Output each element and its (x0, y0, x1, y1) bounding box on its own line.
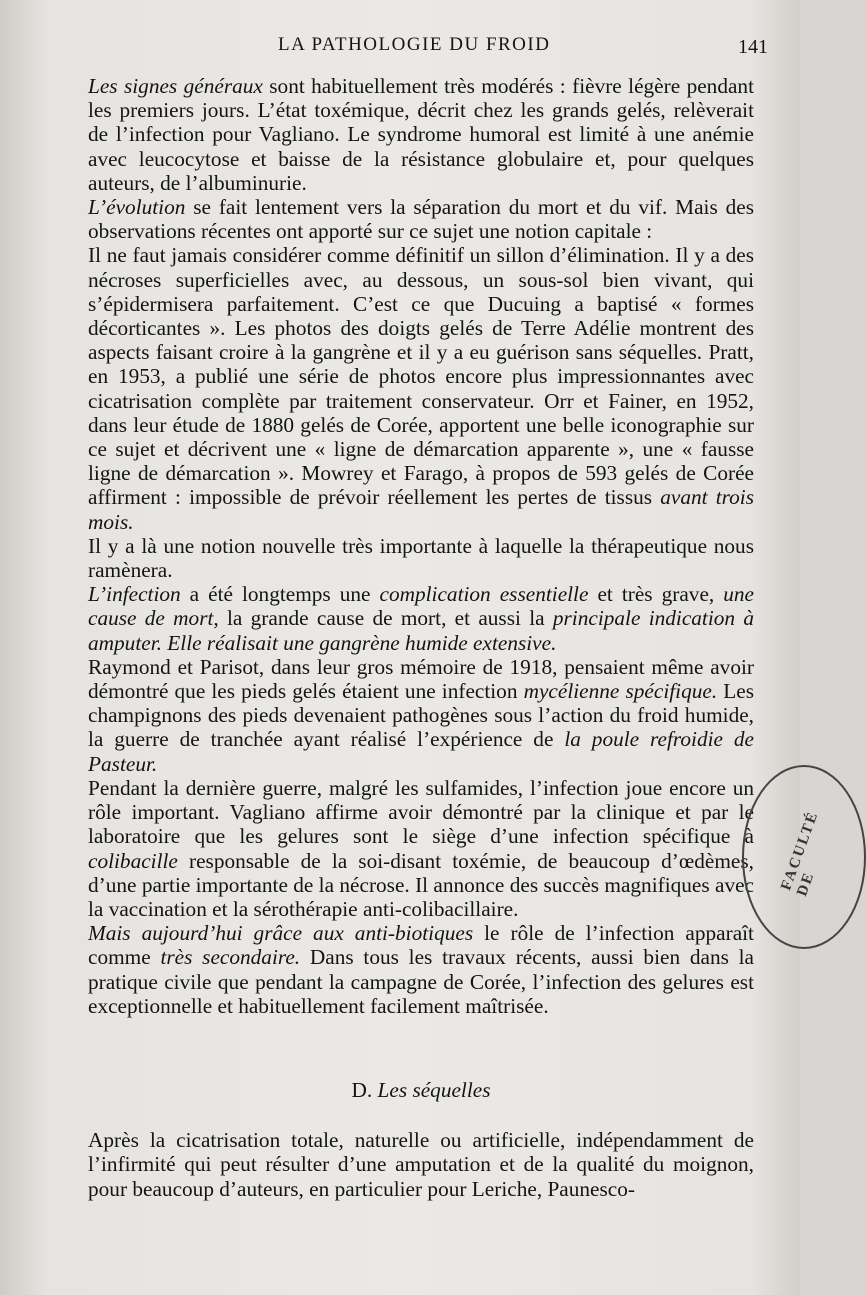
italic-run: principale indication à amputer. Elle réalisait une gangrène humide extensive. (88, 606, 754, 655)
paragraph (88, 582, 754, 655)
text-run: a été longtemps une (180, 582, 380, 607)
paragraph (88, 655, 754, 776)
italic-run: une cause de mort, (88, 582, 754, 631)
italic-run: colibacille (88, 848, 178, 873)
text-run: la grande cause de mort, et aussi la (218, 606, 553, 631)
text-run: responsable de la soi-disant toxémie, de beaucoup d’œdèmes, d’une partie importante de la nécrose. Il annonce des succès magnifiques avec la vaccination et la sérothérapie anti-colibacillaire. (88, 848, 754, 921)
text-run: se fait lentement vers la séparation du mort et du vif. Mais des observations récentes ont apporté sur ce sujet une notion capitale : (88, 195, 754, 244)
page-header (0, 34, 800, 64)
italic-run: mycélienne spécifique. (523, 679, 718, 704)
text-run: Il y a là une notion nouvelle très importante à laquelle la thérapeutique nous ramènera. (88, 533, 754, 583)
running-title: LA PATHOLOGIE DU FROID (278, 34, 551, 55)
section-heading (88, 1078, 754, 1102)
italic-run: complication essentielle (379, 582, 589, 607)
paragraph (88, 534, 754, 582)
paragraph (88, 195, 754, 243)
closing-paragraph: Après la cicatrisation totale, naturelle ou artificielle, indépendamment de l’infirmité qui peut résulter d’une amputation et de la qualité du moignon, pour beaucoup d’auteurs, en particulier pour Leriche, Paunesco- (88, 1128, 754, 1201)
paragraph-list (88, 74, 754, 1018)
stamp-text: FACULTÉ DE (778, 808, 822, 899)
paragraph (88, 921, 754, 1018)
section-title: Les séquelles (377, 1077, 491, 1102)
library-stamp (742, 765, 866, 949)
section-letter: D. (351, 1077, 373, 1102)
page-number: 141 (738, 36, 768, 58)
paragraph (88, 74, 754, 195)
italic-run: Les signes généraux (88, 74, 263, 98)
text-run: Les champignons des pieds devenaient pathogènes sous l’action du froid humide, la guerre de tranchée ayant réalisé l’expérience de (88, 679, 754, 752)
italic-run: Mais aujourd’hui grâce aux anti-biotiques (88, 921, 474, 946)
italic-run: L’évolution (88, 195, 186, 220)
italic-run: très secondaire. (160, 945, 301, 970)
paragraph (88, 243, 754, 533)
paragraph (88, 776, 754, 921)
italic-run: avant trois mois. (88, 485, 754, 534)
text-run: Pendant la dernière guerre, malgré les sulfamides, l’infection joue encore un rôle important. Vagliano affirme avoir démontré par la clinique et par le laboratoire que les gelures sont le siège d’une infection spécifique à (88, 775, 754, 849)
text-run: le rôle de l’infection apparaît comme (88, 921, 754, 970)
text-run: sont habituellement très modérés : fièvre légère pendant les premiers jours. L’état toxémique, décrit chez les grands gelés, relèverait de l’infection pour Vagliano. Le syndrome humoral est limité à une anémie avec leucocytose et baisse de la résistance globulaire et, pour quelques auteurs, de l’albuminurie. (88, 74, 754, 195)
italic-run: la poule refroidie de Pasteur. (88, 727, 754, 776)
text-run: et très grave, (588, 582, 724, 607)
text-run: Raymond et Parisot, dans leur gros mémoire de 1918, pensaient même avoir démontré que les pieds gelés étaient une infection (88, 654, 754, 704)
body-text (88, 74, 754, 1201)
text-run: Il ne faut jamais considérer comme définitif un sillon d’élimination. Il y a des nécroses superficielles avec, au dessous, un sous-sol bien vivant, qui s’épidermisera parfaitement. C’est ce que Ducuing a baptisé « formes décorticantes ». Les photos des doigts gelés de Terre Adélie montrent des aspects faisant croire à la gangrène et il y a eu guérison sans séquelles. Pratt, en 1953, a publié une série de photos encore plus impressionnantes avec cicatrisation complète par traitement conservateur. Orr et Fainer, en 1952, dans leur étude de 1880 gelés de Corée, apportent une belle iconographie sur ce sujet et décrivent une « ligne de démarcation apparente », une « fausse ligne de démarcation ». Mowrey et Farago, à propos de 593 gelés de Corée affirment : impossible de prévoir réellement les pertes de tissus (88, 243, 754, 510)
italic-run: L’infection (88, 582, 181, 607)
text-run: Dans tous les travaux récents, aussi bien dans la pratique civile que pendant la campagne de Corée, l’infection des gelures est exceptionnelle et habituellement facilement maîtrisée. (88, 945, 755, 1018)
